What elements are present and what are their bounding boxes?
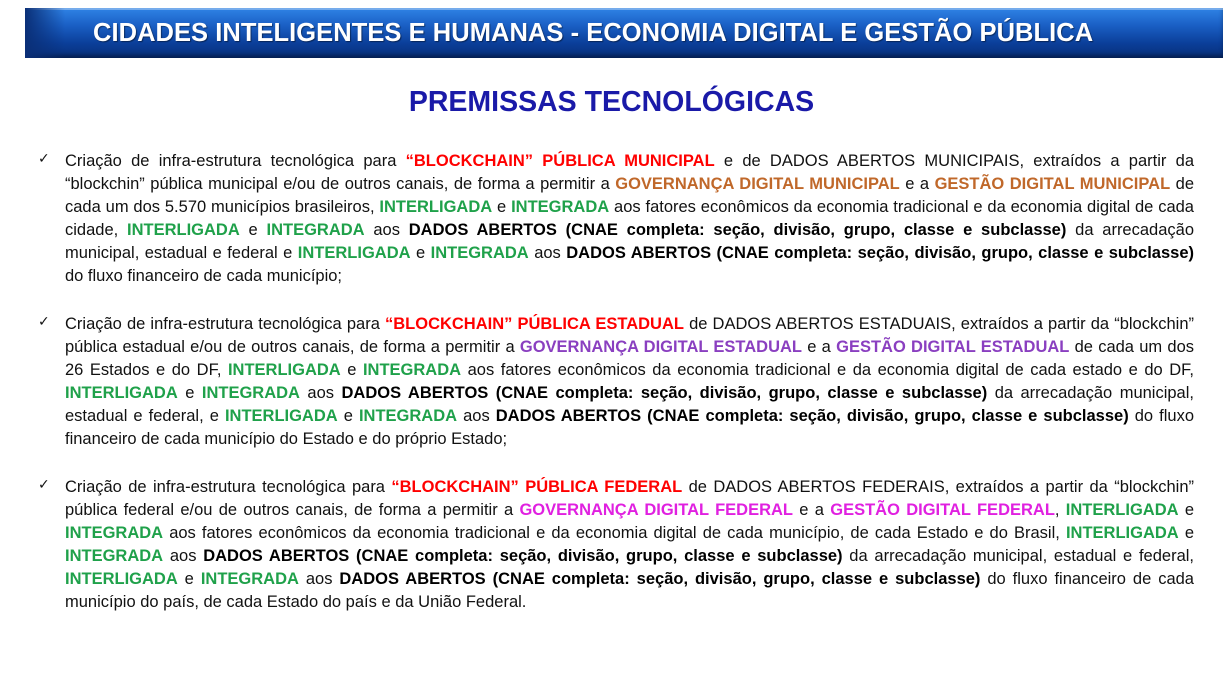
check-mark-icon: ✓ <box>38 151 50 167</box>
highlighted-text: INTERLIGADA <box>297 244 411 262</box>
check-mark-icon: ✓ <box>38 314 50 330</box>
body-text: de DADOS ABERTOS ESTADUAIS, extraídos a partir da “blockchin” pública estadual e/ou de outros canais, de forma a permitir a <box>65 315 1194 356</box>
highlighted-text: “BLOCKCHAIN” PÚBLICA MUNICIPAL <box>405 152 715 170</box>
highlighted-text: “BLOCKCHAIN” PÚBLICA FEDERAL <box>391 478 683 496</box>
header-title: CIDADES INTELIGENTES E HUMANAS - ECONOMIA DIGITAL E GESTÃO PÚBLICA <box>93 19 1094 47</box>
body-text: da arrecadação municipal, estadual e federal e <box>65 221 1194 262</box>
highlighted-text: DADOS ABERTOS (CNAE completa: seção, divisão, grupo, classe e subclasse) <box>341 384 988 402</box>
body-text: da arrecadação municipal, estadual e federal, e <box>65 384 1194 425</box>
body-text: aos <box>299 384 342 402</box>
body-text: aos <box>528 244 567 262</box>
highlighted-text: “BLOCKCHAIN” PÚBLICA ESTADUAL <box>384 315 684 333</box>
highlighted-text: GOVERNANÇA DIGITAL MUNICIPAL <box>615 175 900 193</box>
body-text: e <box>337 407 359 425</box>
highlighted-text: GESTÃO DIGITAL MUNICIPAL <box>934 175 1171 193</box>
highlighted-text: DADOS ABERTOS (CNAE completa: seção, divisão, grupo, classe e subclasse) <box>408 221 1067 239</box>
body-text: do fluxo financeiro de cada município do país, de cada Estado do país e da União Federal. <box>65 570 1194 611</box>
body-text: de cada um dos 5.570 municípios brasileiros, <box>65 175 1195 216</box>
check-mark-icon: ✓ <box>38 477 50 493</box>
body-text: aos fatores econômicos da economia tradicional e da economia digital de cada município, de cada Estado e do Brasil, <box>163 524 1066 542</box>
body-text: e a <box>899 175 935 193</box>
highlighted-text: DADOS ABERTOS (CNAE completa: seção, divisão, grupo, classe e subclasse) <box>566 244 1195 262</box>
body-text: e a <box>793 501 831 519</box>
body-text: da arrecadação municipal, estadual e federal, <box>842 547 1194 565</box>
body-text: e <box>492 198 512 216</box>
highlighted-text: INTEGRADA <box>358 407 458 425</box>
body-text: e de DADOS ABERTOS MUNICIPAIS, extraídos a partir da “blockchin” pública municipal e/ou de outros canais, de forma a permitir a <box>65 152 1194 193</box>
body-text: e <box>340 361 363 379</box>
highlighted-text: INTERLIGADA <box>65 384 178 402</box>
body-text: e <box>410 244 431 262</box>
body-text: aos <box>298 570 340 588</box>
highlighted-text: INTEGRADA <box>65 524 164 542</box>
highlighted-text: GESTÃO DIGITAL ESTADUAL <box>836 338 1070 356</box>
highlighted-text: INTEGRADA <box>266 221 365 239</box>
body-text: e a <box>802 338 837 356</box>
highlighted-text: INTEGRADA <box>430 244 529 262</box>
highlighted-text: INTEGRADA <box>511 198 610 216</box>
body-text: e <box>177 384 202 402</box>
highlighted-text: GESTÃO DIGITAL FEDERAL <box>830 501 1055 519</box>
body-text: e <box>1178 501 1195 519</box>
highlighted-text: INTERLIGADA <box>127 221 240 239</box>
highlighted-text: INTEGRADA <box>362 361 462 379</box>
body-text: de cada um dos 26 Estados e do DF, <box>65 338 1195 379</box>
body-text: aos <box>457 407 496 425</box>
body-text: e <box>239 221 267 239</box>
bullet-list <box>38 150 1194 639</box>
bullet-text <box>65 476 1194 614</box>
bullet-text <box>65 150 1194 288</box>
body-text: Criação de infra-estrutura tecnológica para <box>65 152 406 170</box>
body-text: de DADOS ABERTOS FEDERAIS, extraídos a partir da “blockchin” pública federal e/ou de outros canais, de forma a permitir a <box>65 478 1195 519</box>
highlighted-text: GOVERNANÇA DIGITAL ESTADUAL <box>519 338 803 356</box>
body-text: do fluxo financeiro de cada município do Estado e do próprio Estado; <box>65 407 1194 448</box>
highlighted-text: INTEGRADA <box>65 547 164 565</box>
bullet-text <box>65 313 1194 451</box>
highlighted-text: DADOS ABERTOS (CNAE completa: seção, divisão, grupo, classe e subclasse) <box>495 407 1129 425</box>
highlighted-text: DADOS ABERTOS (CNAE completa: seção, divisão, grupo, classe e subclasse) <box>339 570 981 588</box>
body-text: aos <box>163 547 204 565</box>
highlighted-text: INTEGRADA <box>200 570 299 588</box>
body-text: Criação de infra-estrutura tecnológica para <box>65 315 385 333</box>
body-text: , <box>1054 501 1066 519</box>
body-text: Criação de infra-estrutura tecnológica para <box>65 478 392 496</box>
body-text: aos fatores econômicos da economia tradicional e da economia digital de cada estado e do DF, <box>461 361 1194 379</box>
highlighted-text: INTERLIGADA <box>65 570 178 588</box>
highlighted-text: INTERLIGADA <box>1065 501 1179 519</box>
header-banner <box>25 8 1223 58</box>
highlighted-text: INTERLIGADA <box>224 407 338 425</box>
highlighted-text: INTERLIGADA <box>379 198 493 216</box>
body-text: aos fatores econômicos da economia tradicional e da economia digital de cada cidade, <box>65 198 1194 239</box>
body-text: e <box>177 570 201 588</box>
highlighted-text: INTERLIGADA <box>227 361 341 379</box>
bullet-item-municipal <box>38 150 1194 288</box>
body-text: aos <box>364 221 409 239</box>
page-subtitle: PREMISSAS TECNOLÓGICAS <box>408 86 815 118</box>
highlighted-text: GOVERNANÇA DIGITAL FEDERAL <box>519 501 794 519</box>
bullet-item-federal <box>38 476 1194 614</box>
body-text: do fluxo financeiro de cada município; <box>65 267 343 285</box>
highlighted-text: INTEGRADA <box>201 384 300 402</box>
highlighted-text: INTERLIGADA <box>1065 524 1179 542</box>
highlighted-text: DADOS ABERTOS (CNAE completa: seção, divisão, grupo, classe e subclasse) <box>203 547 843 565</box>
bullet-item-estadual <box>38 313 1194 451</box>
body-text: e <box>1178 524 1194 542</box>
